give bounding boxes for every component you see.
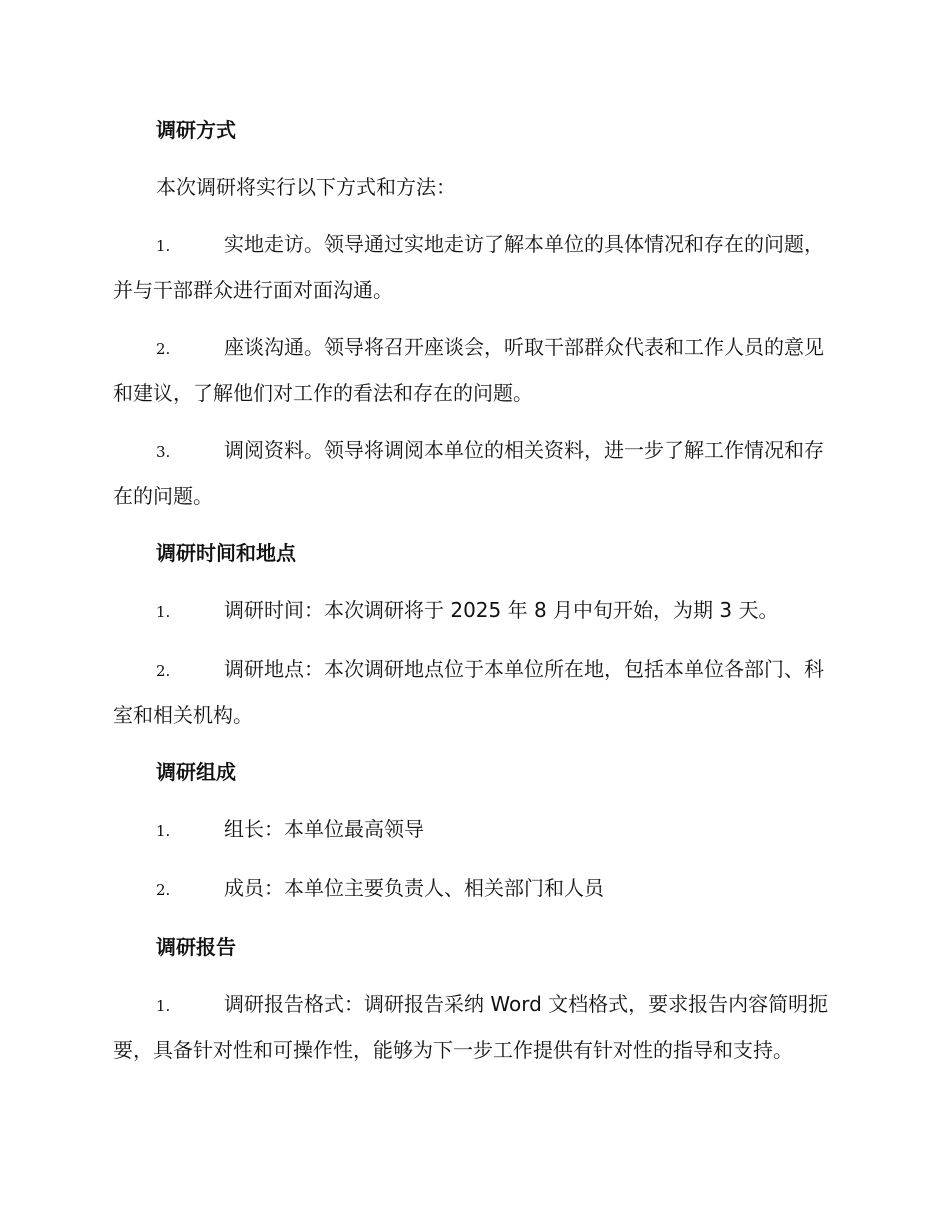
list-text: 成员：本单位主要负责人、相关部门和人员 xyxy=(224,876,604,900)
list-item xyxy=(113,222,837,312)
list-number: 3. xyxy=(156,443,171,461)
list-number: 2. xyxy=(156,662,171,680)
list-item xyxy=(113,807,837,853)
list-number: 1. xyxy=(156,822,171,840)
list-text: 组长：本单位最高领导 xyxy=(224,817,424,841)
list-item xyxy=(113,647,837,737)
list-number: 1. xyxy=(156,237,171,255)
list-number: 1. xyxy=(156,603,171,621)
list-number: 2. xyxy=(156,881,171,899)
list-number: 1. xyxy=(156,997,171,1015)
section-heading-report: 调研报告 xyxy=(156,935,236,959)
list-number: 2. xyxy=(156,340,171,358)
list-item xyxy=(113,325,837,415)
list-text: 调研报告格式：调研报告采纳 Word 文档格式，要求报告内容简明扼要，具备针对性和可操作性，能够为下一步工作提供有针对性的指导和支持。 xyxy=(113,992,829,1062)
list-item xyxy=(113,428,837,518)
section-heading-composition: 调研组成 xyxy=(156,760,236,784)
list-text: 实地走访。领导通过实地走访了解本单位的具体情况和存在的问题，并与干部群众进行面对面沟通。 xyxy=(113,232,824,302)
document-page xyxy=(113,108,837,1085)
section-intro: 本次调研将实行以下方式和方法： xyxy=(156,175,456,199)
list-item xyxy=(113,866,837,912)
section-heading-time-place: 调研时间和地点 xyxy=(156,541,296,565)
section-heading-method: 调研方式 xyxy=(156,118,236,142)
list-text: 座谈沟通。领导将召开座谈会，听取干部群众代表和工作人员的意见和建议，了解他们对工作的看法和存在的问题。 xyxy=(113,335,824,405)
list-item xyxy=(113,588,837,634)
list-text: 调研时间：本次调研将于 2025 年 8 月中旬开始，为期 3 天。 xyxy=(224,598,779,622)
list-text: 调研地点：本次调研地点位于本单位所在地，包括本单位各部门、科室和相关机构。 xyxy=(113,657,824,727)
list-item xyxy=(113,982,837,1072)
list-text: 调阅资料。领导将调阅本单位的相关资料，进一步了解工作情况和存在的问题。 xyxy=(113,438,824,508)
